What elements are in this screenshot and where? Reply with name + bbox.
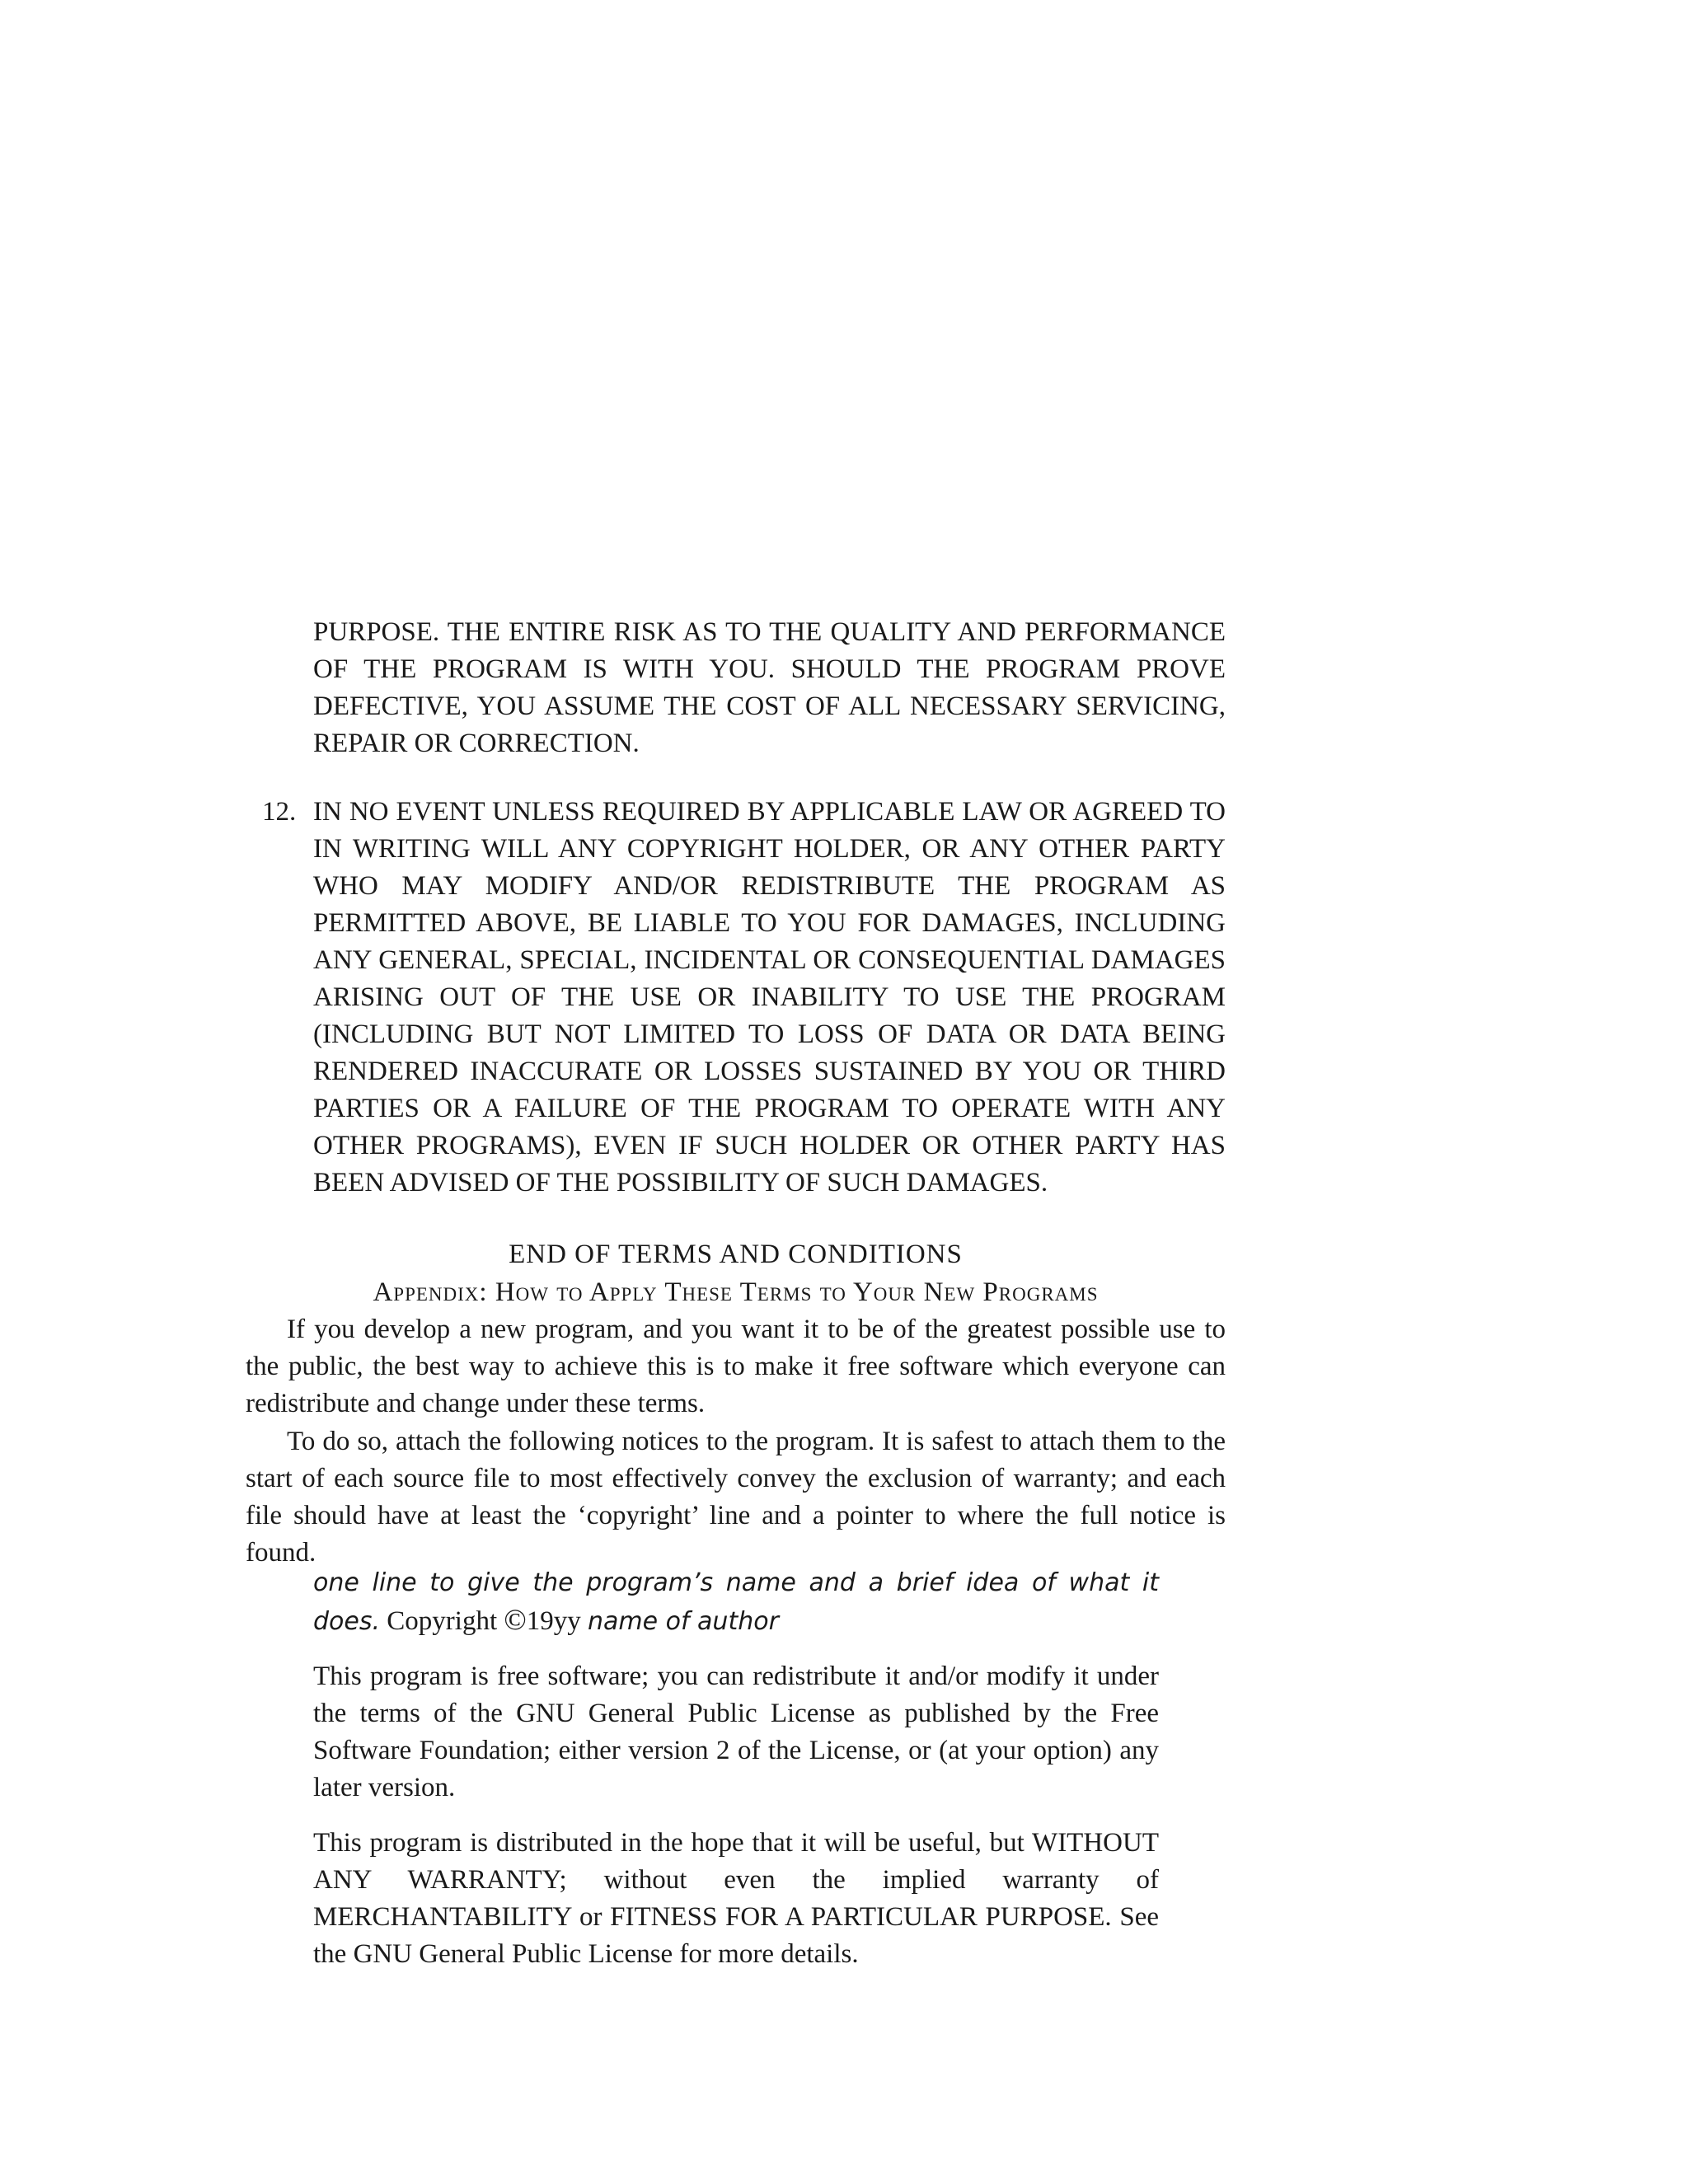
clause-number: 12. [262, 797, 297, 827]
copyright-notice-line [313, 1564, 1159, 1640]
end-of-terms-heading: END OF TERMS AND CONDITIONS [509, 1240, 963, 1269]
license-notice-paragraph: This program is free software; you can redistribute it and/or modify it under the terms of the GNU General Public License as published by the Free Software Foundation; either version 2 of the License, or (at your option) any later version. [313, 1661, 1159, 1802]
warranty-clause-11-continuation: PURPOSE. THE ENTIRE RISK AS TO THE QUALITY AND PERFORMANCE OF THE PROGRAM IS WITH YOU. SHOULD THE PROGRAM PROVE DEFECTIVE, YOU ASSUME THE COST OF ALL NECESSARY SERVICING, REPAIR OR CORRECTION. [313, 617, 1226, 758]
program-description-placeholder: one line to give the program’s name and a brief idea of what it does. [313, 1568, 1159, 1636]
appendix-heading: Appendix: How to Apply These Terms to Your New Programs [373, 1277, 1099, 1307]
copyright-symbol: © [504, 1603, 527, 1636]
copyright-word: Copyright [387, 1606, 498, 1636]
author-name-placeholder: name of author [587, 1607, 779, 1636]
warranty-notice-paragraph: This program is distributed in the hope that it will be useful, but WITHOUT ANY WARRANTY; without even the implied warranty of MERCHANTABILITY or FITNESS FOR A PARTICULAR PURPOSE. See the GNU General Public License for more details. [313, 1828, 1159, 1969]
appendix-paragraph-1: If you develop a new program, and you want it to be of the greatest possible use to the public, the best way to achieve this is to make it free software which everyone can redistribute and change under these terms. [246, 1315, 1226, 1418]
appendix-paragraph-2: To do so, attach the following notices to the program. It is safest to attach them to the start of each source file to most effectively convey the exclusion of warranty; and each file should have at least the ‘copyright’ line and a pointer to where the full notice is found. [246, 1427, 1226, 1568]
clause-text: IN NO EVENT UNLESS REQUIRED BY APPLICABLE LAW OR AGREED TO IN WRITING WILL ANY COPYRIGHT HOLDER, OR ANY OTHER PARTY WHO MAY MODIFY AND/OR REDISTRIBUTE THE PROGRAM AS PERMITTED ABOVE, BE LIABLE TO YOU FOR DAMAGES, INCLUDING ANY GENERAL, SPECIAL, INCIDENTAL OR CONSEQUENTIAL DAMAGES ARISING OUT OF THE USE OR INABILITY TO USE THE PROGRAM (INCLUDING BUT NOT LIMITED TO LOSS OF DATA OR DATA BEING RENDERED INACCURATE OR LOSSES SUSTAINED BY YOU OR THIRD PARTIES OR A FAILURE OF THE PROGRAM TO OPERATE WITH ANY OTHER PROGRAMS), EVEN IF SUCH HOLDER OR OTHER PARTY HAS BEEN ADVISED OF THE POSSIBILITY OF SUCH DAMAGES. [313, 797, 1226, 1197]
copyright-year: 19yy [526, 1606, 581, 1636]
